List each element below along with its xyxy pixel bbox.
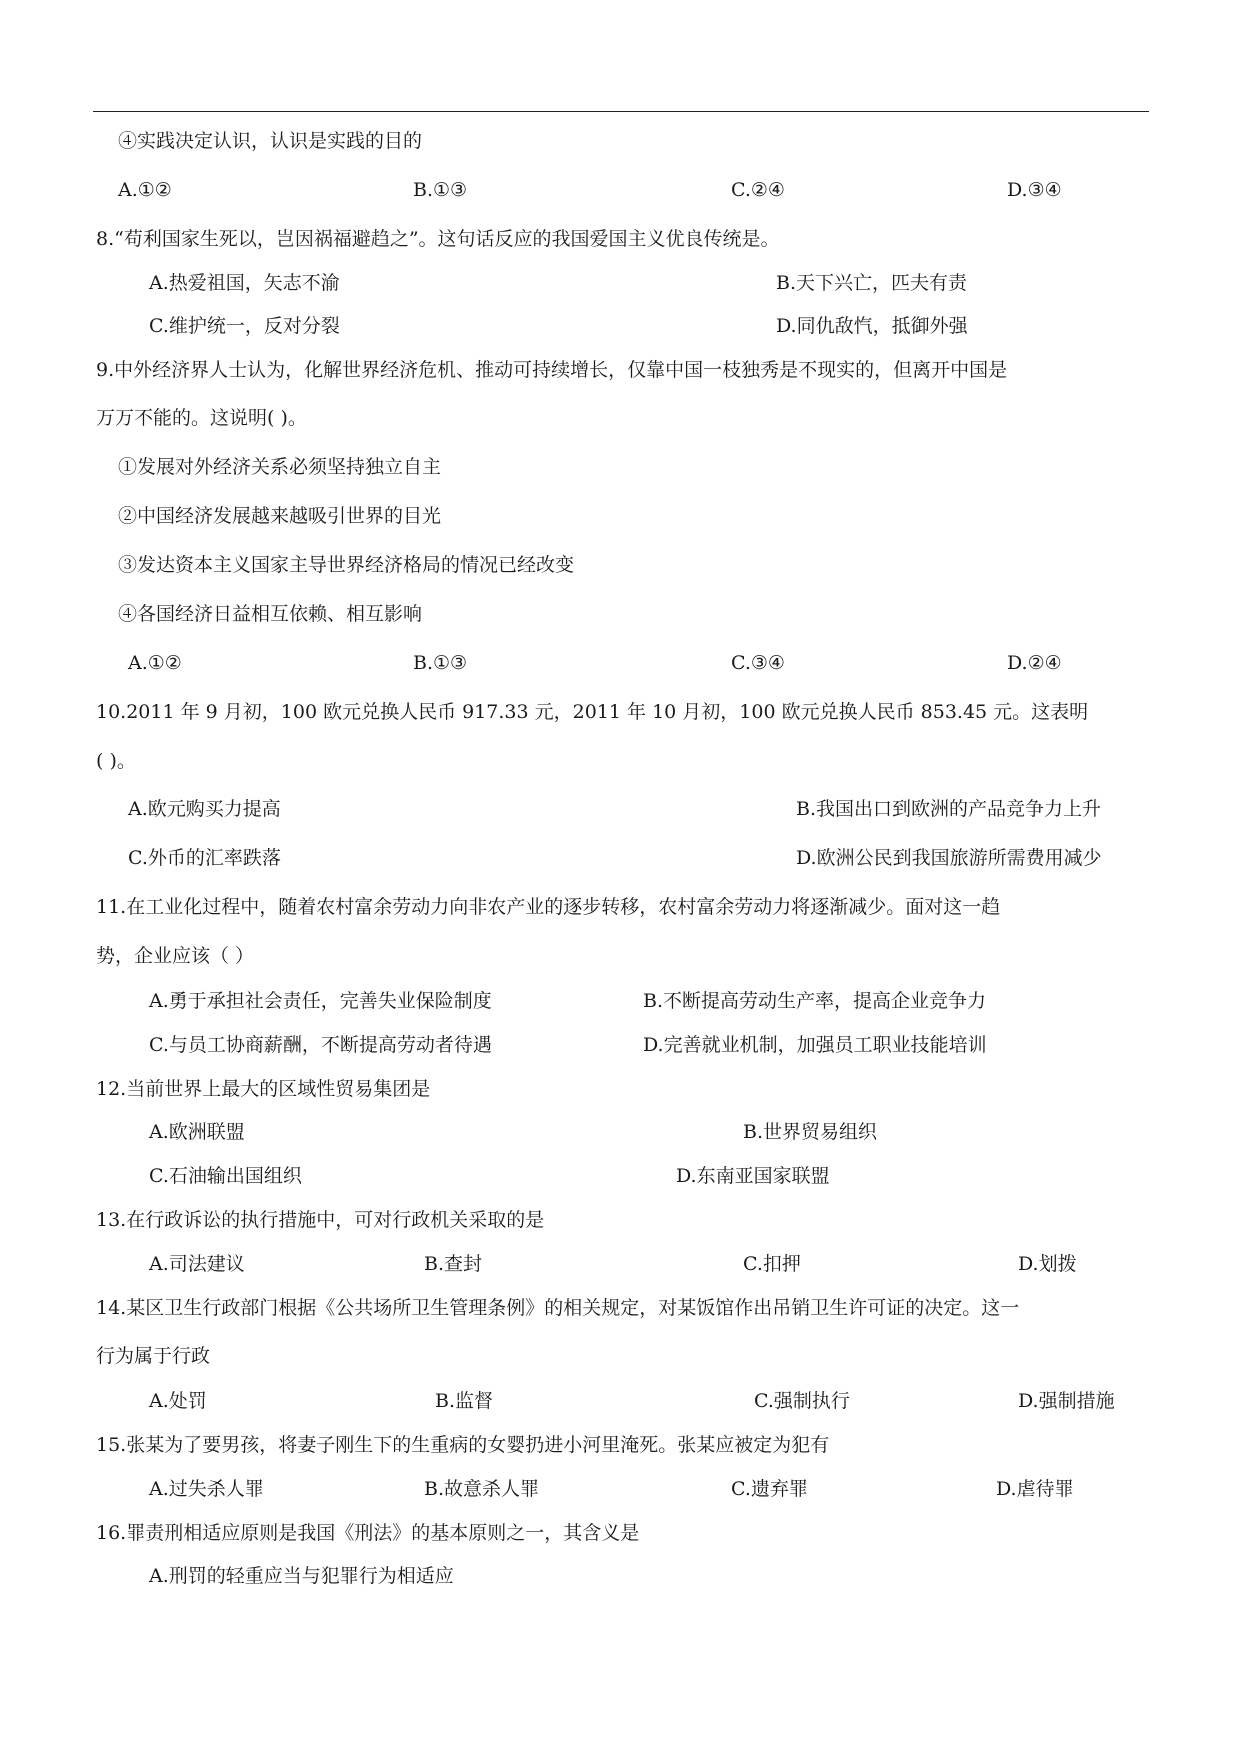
q13-option-a: A.司法建议 <box>149 1253 245 1275</box>
q8-option-d: D.同仇敌忾，抵御外强 <box>776 315 968 337</box>
q9-item-1: ①发展对外经济关系必须坚持独立自主 <box>118 456 442 478</box>
q13-stem: 13.在行政诉讼的执行措施中，可对行政机关采取的是 <box>96 1209 545 1231</box>
q15-option-c: C.遗弃罪 <box>731 1478 808 1500</box>
q8-option-c: C.维护统一，反对分裂 <box>149 315 340 337</box>
q8-stem: 8.“苟利国家生死以，岂因祸福避趋之”。这句话反应的我国爱国主义优良传统是。 <box>96 228 780 250</box>
q16-stem: 16.罪责刑相适应原则是我国《刑法》的基本原则之一，其含义是 <box>96 1522 640 1544</box>
q14-stem-line-2: 行为属于行政 <box>96 1345 211 1367</box>
q7-option-b: B.①③ <box>413 179 468 201</box>
q10-option-c: C.外币的汇率跌落 <box>128 847 281 869</box>
q12-option-b: B.世界贸易组织 <box>743 1121 878 1143</box>
q9-option-a: A.①② <box>128 652 182 674</box>
q9-stem-line-2: 万万不能的。这说明( )。 <box>96 407 307 429</box>
q11-option-d: D.完善就业机制，加强员工职业技能培训 <box>643 1034 987 1056</box>
header-rule <box>93 111 1149 112</box>
q9-option-d: D.②④ <box>1007 652 1062 674</box>
q9-stem-line-1: 9.中外经济界人士认为，化解世界经济危机、推动可持续增长，仅靠中国一枝独秀是不现实的，但离开中国是 <box>96 359 1008 381</box>
q7-option-d: D.③④ <box>1007 179 1062 201</box>
q12-stem: 12.当前世界上最大的区域性贸易集团是 <box>96 1078 431 1100</box>
q14-option-c: C.强制执行 <box>754 1390 850 1412</box>
q10-option-d: D.欧洲公民到我国旅游所需费用减少 <box>796 847 1102 869</box>
q14-option-d: D.强制措施 <box>1018 1390 1115 1412</box>
q10-stem-line-2: ( )。 <box>96 750 136 772</box>
q15-option-b: B.故意杀人罪 <box>424 1478 540 1500</box>
q7-option-a: A.①② <box>118 179 172 201</box>
q12-option-a: A.欧洲联盟 <box>149 1121 245 1143</box>
q15-option-d: D.虐待罪 <box>996 1478 1074 1500</box>
q16-option-a: A.刑罚的轻重应当与犯罪行为相适应 <box>149 1565 454 1587</box>
q11-stem-line-2: 势，企业应该（ ） <box>96 945 255 967</box>
q10-option-b: B.我国出口到欧洲的产品竞争力上升 <box>796 798 1102 820</box>
q9-item-2: ②中国经济发展越来越吸引世界的目光 <box>118 505 442 527</box>
q8-option-b: B.天下兴亡，匹夫有责 <box>776 272 968 294</box>
q14-stem-line-1: 14.某区卫生行政部门根据《公共场所卫生管理条例》的相关规定，对某饭馆作出吊销卫生许可证的决定。这一 <box>96 1297 1020 1319</box>
q12-option-d: D.东南亚国家联盟 <box>676 1165 830 1187</box>
q8-option-a: A.热爱祖国，矢志不渝 <box>149 272 340 294</box>
q11-stem-line-1: 11.在工业化过程中，随着农村富余劳动力向非农产业的逐步转移，农村富余劳动力将逐渐减少。面对这一趋 <box>96 896 1001 918</box>
q13-option-c: C.扣押 <box>743 1253 801 1275</box>
q9-item-3: ③发达资本主义国家主导世界经济格局的情况已经改变 <box>118 554 575 576</box>
q11-option-c: C.与员工协商薪酬，不断提高劳动者待遇 <box>149 1034 492 1056</box>
q9-option-c: C.③④ <box>731 652 785 674</box>
q15-option-a: A.过失杀人罪 <box>149 1478 264 1500</box>
q13-option-b: B.查封 <box>424 1253 483 1275</box>
q11-option-b: B.不断提高劳动生产率，提高企业竞争力 <box>643 990 987 1012</box>
q7-option-c: C.②④ <box>731 179 785 201</box>
q10-option-a: A.欧元购买力提高 <box>128 798 281 820</box>
q9-option-b: B.①③ <box>413 652 468 674</box>
q9-item-4: ④各国经济日益相互依赖、相互影响 <box>118 603 423 625</box>
q12-option-c: C.石油输出国组织 <box>149 1165 302 1187</box>
q7-item-4: ④实践决定认识，认识是实践的目的 <box>118 130 423 152</box>
q11-option-a: A.勇于承担社会责任，完善失业保险制度 <box>149 990 492 1012</box>
q15-stem: 15.张某为了要男孩，将妻子刚生下的生重病的女婴扔进小河里淹死。张某应被定为犯有 <box>96 1434 830 1456</box>
q14-option-a: A.处罚 <box>149 1390 207 1412</box>
q10-stem-line-1: 10.2011 年 9 月初，100 欧元兑换人民币 917.33 元，2011 年 10 月初，100 欧元兑换人民币 853.45 元。这表明 <box>96 701 1089 723</box>
q14-option-b: B.监督 <box>435 1390 494 1412</box>
q13-option-d: D.划拨 <box>1018 1253 1077 1275</box>
